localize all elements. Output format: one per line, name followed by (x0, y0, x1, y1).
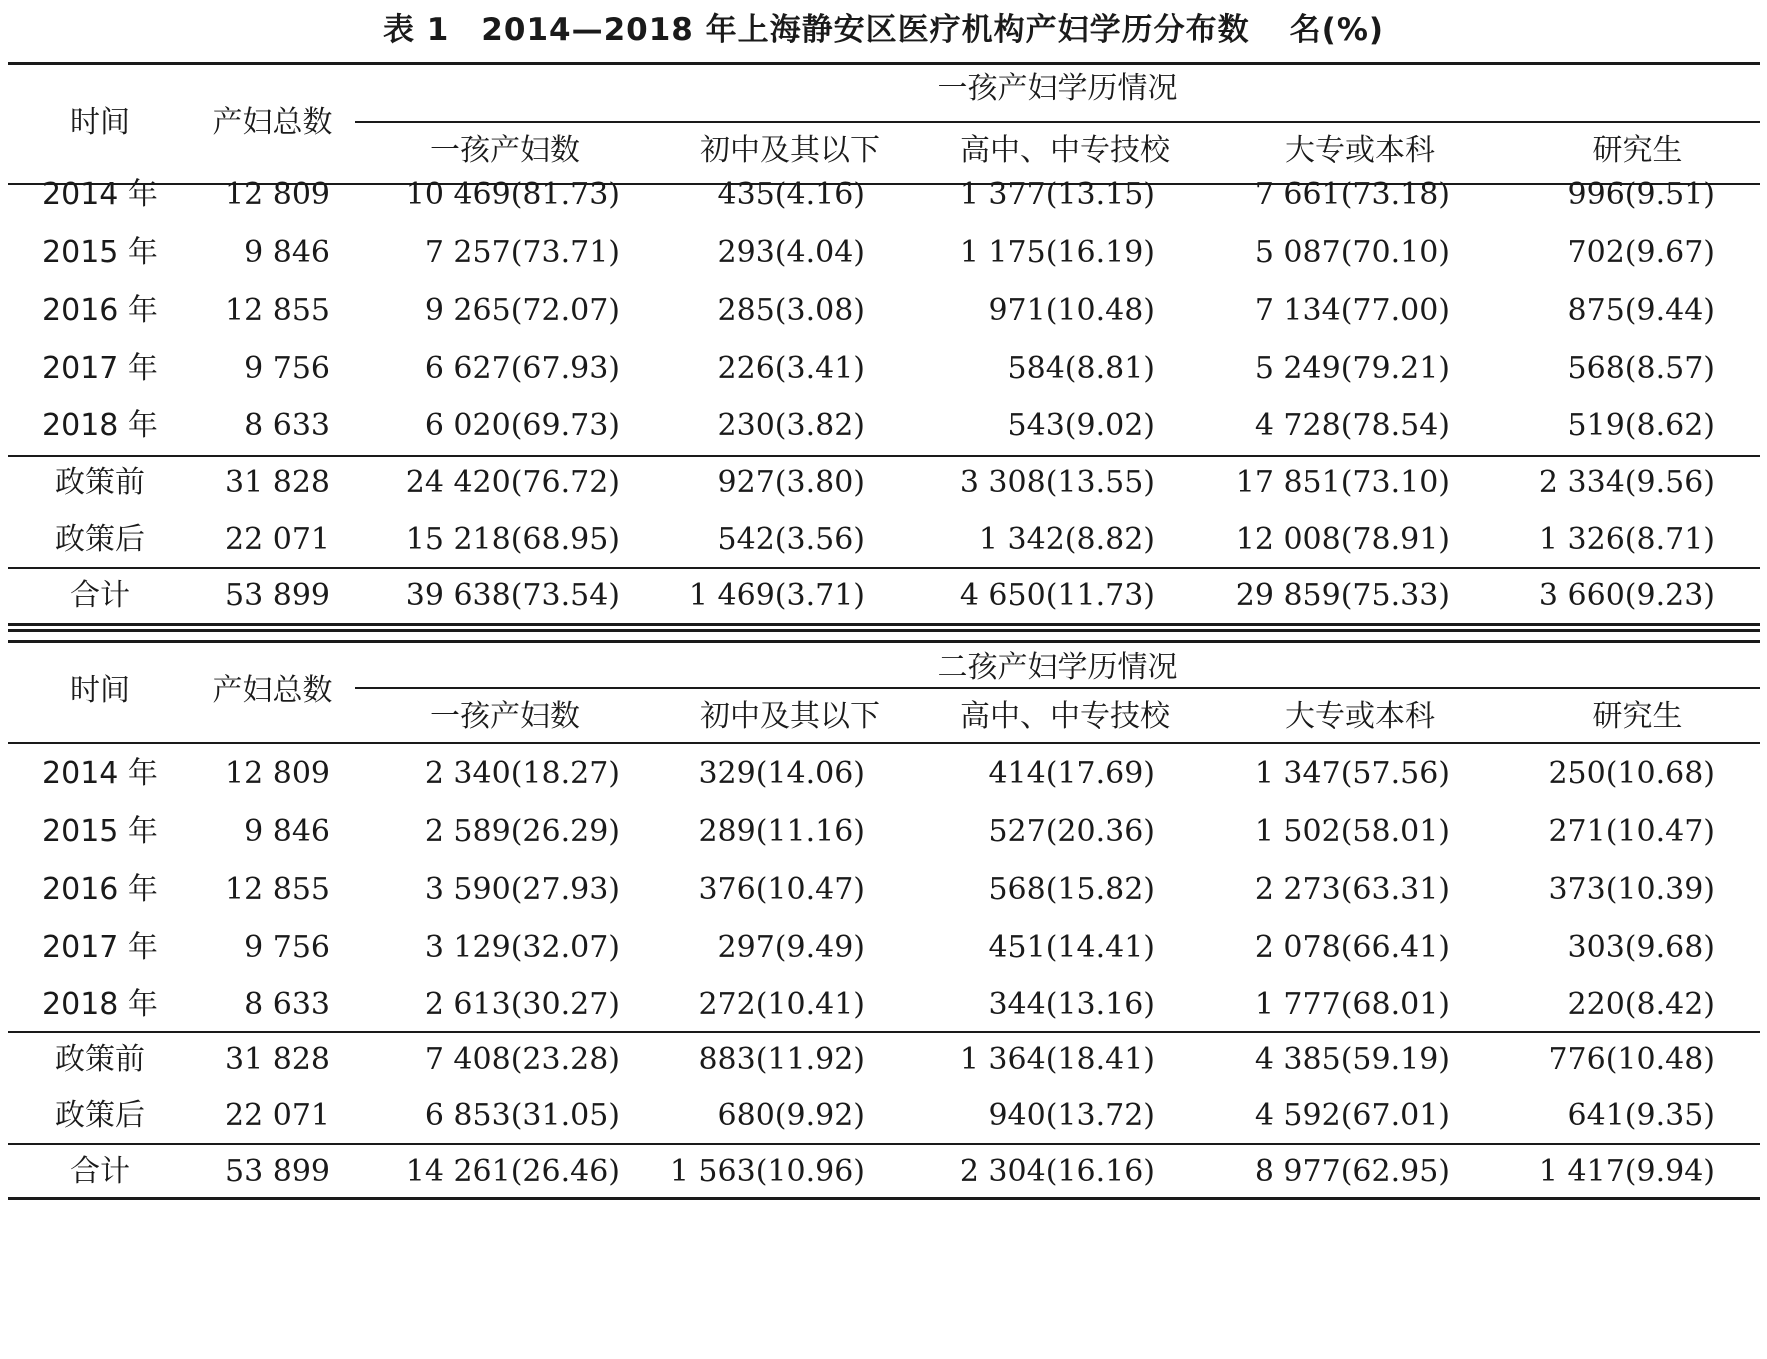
section-1-total-row-time: 合计 (70, 578, 130, 613)
section-2-row-3-firstborn-count: 3 590(27.93) (424, 872, 620, 907)
section-1-row-4-time: 2017 年 (42, 351, 158, 386)
section-1-total-row-college-bachelor: 29 859(75.33) (1235, 578, 1450, 613)
section-2-row-2-college-bachelor: 1 502(58.01) (1254, 814, 1450, 849)
section-1-row-5-junior-middle: 230(3.82) (717, 408, 865, 443)
section-2-policy-row-2-high-school: 940(13.72) (988, 1098, 1155, 1133)
section-1-row-1-college-bachelor: 7 661(73.18) (1254, 177, 1450, 212)
section-2-policy-row-2-firstborn-count: 6 853(31.05) (424, 1098, 620, 1133)
section-1-policy-row-1-postgraduate: 2 334(9.56) (1538, 465, 1715, 500)
section-2-row-4-firstborn-count: 3 129(32.07) (424, 930, 620, 965)
section-2-row-1-college-bachelor: 1 347(57.56) (1254, 756, 1450, 791)
section-1-policy-row-1-high-school: 3 308(13.55) (959, 465, 1155, 500)
table-title-text: 表 1 2014—2018 年上海静安区医疗机构产妇学历分布数 (382, 12, 1250, 48)
section-2-row-3-total: 12 855 (225, 872, 330, 907)
section-1-row-1-postgraduate: 996(9.51) (1567, 177, 1715, 212)
section-1-header-group: 一孩产妇学历情况 (937, 71, 1178, 106)
section-2-total-row-junior-middle: 1 563(10.96) (669, 1154, 865, 1189)
section-2-policy-row-1-high-school: 1 364(18.41) (959, 1042, 1155, 1077)
section-2-row-2-junior-middle: 289(11.16) (698, 814, 865, 849)
section-1-row-4-postgraduate: 568(8.57) (1567, 351, 1715, 386)
section-1-policy-row-2-junior-middle: 542(3.56) (717, 522, 865, 557)
section-2-row-4-junior-middle: 297(9.49) (717, 930, 865, 965)
section-2-policy-row-2-total: 22 071 (225, 1098, 330, 1133)
section-1-row-2-college-bachelor: 5 087(70.10) (1254, 235, 1450, 270)
section-2-policy-row-2-time: 政策后 (55, 1098, 145, 1133)
section-1-row-4-college-bachelor: 5 249(79.21) (1254, 351, 1450, 386)
section-2-row-4-college-bachelor: 2 078(66.41) (1254, 930, 1450, 965)
section-2-row-3-college-bachelor: 2 273(63.31) (1254, 872, 1450, 907)
section-1-policy-row-2-college-bachelor: 12 008(78.91) (1235, 522, 1450, 557)
section-1-row-2-firstborn-count: 7 257(73.71) (424, 235, 620, 270)
section-1-total-row-postgraduate: 3 660(9.23) (1538, 578, 1715, 613)
section-1-row-2-postgraduate: 702(9.67) (1567, 235, 1715, 270)
section-2-row-4-total: 9 756 (244, 930, 330, 965)
section-1-row-3-postgraduate: 875(9.44) (1567, 293, 1715, 328)
section-2-row-5-high-school: 344(13.16) (988, 987, 1155, 1022)
section-2-policy-row-2-postgraduate: 641(9.35) (1567, 1098, 1715, 1133)
section-2-row-5-postgraduate: 220(8.42) (1567, 987, 1715, 1022)
section-2-row-2-total: 9 846 (244, 814, 330, 849)
section-1-row-4-firstborn-count: 6 627(67.93) (424, 351, 620, 386)
section-1-total-row-high-school: 4 650(11.73) (959, 578, 1155, 613)
section-1-row-5-firstborn-count: 6 020(69.73) (424, 408, 620, 443)
section-1-row-5-high-school: 543(9.02) (1007, 408, 1155, 443)
section-2-row-3-time: 2016 年 (42, 872, 158, 907)
section-1-row-2-time: 2015 年 (42, 235, 158, 270)
section-1-row-4-junior-middle: 226(3.41) (717, 351, 865, 386)
section-2-policy-row-2-college-bachelor: 4 592(67.01) (1254, 1098, 1450, 1133)
section-2-row-1-high-school: 414(17.69) (988, 756, 1155, 791)
section-2-header-postgraduate: 研究生 (1592, 699, 1683, 734)
section-2-policy-row-1-postgraduate: 776(10.48) (1548, 1042, 1715, 1077)
section-1-header-junior-middle: 初中及其以下 (700, 133, 880, 168)
section-1-row-3-time: 2016 年 (42, 293, 158, 328)
section-1-row-4-total: 9 756 (244, 351, 330, 386)
section-2-row-1-postgraduate: 250(10.68) (1548, 756, 1715, 791)
section-1-header-total: 产妇总数 (212, 105, 333, 140)
section-2-total-row-total: 53 899 (225, 1154, 330, 1189)
section-1-policy-row-2-time: 政策后 (55, 522, 145, 557)
section-1-row-5-total: 8 633 (244, 408, 330, 443)
section-2-header-total: 产妇总数 (212, 673, 333, 708)
section-1-row-2-high-school: 1 175(16.19) (959, 235, 1155, 270)
section-2-row-1-junior-middle: 329(14.06) (698, 756, 865, 791)
section-1-total-row-firstborn-count: 39 638(73.54) (405, 578, 620, 613)
table-unit: 名(%) (1289, 12, 1385, 48)
section-1-policy-row-2-total: 22 071 (225, 522, 330, 557)
section-2-row-5-firstborn-count: 2 613(30.27) (424, 987, 620, 1022)
section-1-policy-row-2-postgraduate: 1 326(8.71) (1538, 522, 1715, 557)
section-2-header-high-school: 高中、中专技校 (960, 699, 1170, 734)
section-2-row-2-firstborn-count: 2 589(26.29) (424, 814, 620, 849)
section-1-row-3-junior-middle: 285(3.08) (717, 293, 865, 328)
section-2-row-5-college-bachelor: 1 777(68.01) (1254, 987, 1450, 1022)
section-1-row-5-college-bachelor: 4 728(78.54) (1254, 408, 1450, 443)
section-2-policy-row-1-firstborn-count: 7 408(23.28) (424, 1042, 620, 1077)
section-2-policy-row-1-college-bachelor: 4 385(59.19) (1254, 1042, 1450, 1077)
section-1-policy-row-1-junior-middle: 927(3.80) (717, 465, 865, 500)
section-1-row-5-postgraduate: 519(8.62) (1567, 408, 1715, 443)
section-2-row-4-time: 2017 年 (42, 930, 158, 965)
section-1-policy-row-1-total: 31 828 (225, 465, 330, 500)
section-1-row-2-total: 9 846 (244, 235, 330, 270)
section-1-row-3-total: 12 855 (225, 293, 330, 328)
section-2-policy-row-1-time: 政策前 (55, 1042, 145, 1077)
section-1-policy-row-1-college-bachelor: 17 851(73.10) (1235, 465, 1450, 500)
section-1-row-1-firstborn-count: 10 469(81.73) (405, 177, 620, 212)
section-2-row-1-total: 12 809 (225, 756, 330, 791)
section-2-row-3-postgraduate: 373(10.39) (1548, 872, 1715, 907)
section-1-bottom-rule-2 (8, 629, 1760, 632)
section-1-row-2-junior-middle: 293(4.04) (717, 235, 865, 270)
section-1-total-row-total: 53 899 (225, 578, 330, 613)
section-2-policy-row-1-total: 31 828 (225, 1042, 330, 1077)
section-2-total-row-high-school: 2 304(16.16) (959, 1154, 1155, 1189)
section-2-total-row-firstborn-count: 14 261(26.46) (405, 1154, 620, 1189)
section-1-policy-row-1-firstborn-count: 24 420(76.72) (405, 465, 620, 500)
table-title (0, 8, 1767, 52)
section-2-policy-row-2-junior-middle: 680(9.92) (717, 1098, 865, 1133)
section-1-row-4-high-school: 584(8.81) (1007, 351, 1155, 386)
section-2-row-3-junior-middle: 376(10.47) (698, 872, 865, 907)
section-1-row-5-time: 2018 年 (42, 408, 158, 443)
section-1-row-3-firstborn-count: 9 265(72.07) (424, 293, 620, 328)
section-2-header-group: 二孩产妇学历情况 (937, 650, 1178, 685)
section-2-row-5-total: 8 633 (244, 987, 330, 1022)
section-1-header-college-bachelor: 大专或本科 (1285, 133, 1435, 168)
section-2-total-row-postgraduate: 1 417(9.94) (1538, 1154, 1715, 1189)
section-2-row-1-firstborn-count: 2 340(18.27) (424, 756, 620, 791)
section-2-row-4-postgraduate: 303(9.68) (1567, 930, 1715, 965)
section-1-row-3-college-bachelor: 7 134(77.00) (1254, 293, 1450, 328)
section-2-header-junior-middle: 初中及其以下 (700, 699, 880, 734)
section-2-row-2-high-school: 527(20.36) (988, 814, 1155, 849)
section-2-header-firstborn-count: 一孩产妇数 (430, 699, 580, 734)
section-2-row-5-time: 2018 年 (42, 987, 158, 1022)
section-1-header-time: 时间 (70, 105, 130, 140)
section-2-row-2-time: 2015 年 (42, 814, 158, 849)
section-2-row-4-high-school: 451(14.41) (988, 930, 1155, 965)
section-2-row-5-junior-middle: 272(10.41) (698, 987, 865, 1022)
section-1-header-firstborn-count: 一孩产妇数 (430, 133, 580, 168)
section-2-row-3-high-school: 568(15.82) (988, 872, 1155, 907)
section-1-row-1-high-school: 1 377(13.15) (959, 177, 1155, 212)
section-1-row-1-junior-middle: 435(4.16) (717, 177, 865, 212)
section-2-header-college-bachelor: 大专或本科 (1285, 699, 1435, 734)
section-1-total-row-junior-middle: 1 469(3.71) (688, 578, 865, 613)
section-2-total-row-time: 合计 (70, 1154, 130, 1189)
section-1-policy-row-2-firstborn-count: 15 218(68.95) (405, 522, 620, 557)
section-1-header-high-school: 高中、中专技校 (960, 133, 1170, 168)
section-1-row-1-total: 12 809 (225, 177, 330, 212)
section-2-total-row-college-bachelor: 8 977(62.95) (1254, 1154, 1450, 1189)
section-1-policy-row-2-high-school: 1 342(8.82) (978, 522, 1155, 557)
section-2-policy-row-1-junior-middle: 883(11.92) (698, 1042, 865, 1077)
section-1-header-postgraduate: 研究生 (1592, 133, 1683, 168)
section-2-row-2-postgraduate: 271(10.47) (1548, 814, 1715, 849)
section-2-row-1-time: 2014 年 (42, 756, 158, 791)
section-1-row-1-time: 2014 年 (42, 177, 158, 212)
section-1-policy-row-1-time: 政策前 (55, 465, 145, 500)
section-2-header-time: 时间 (70, 673, 130, 708)
section-1-row-3-high-school: 971(10.48) (988, 293, 1155, 328)
section-1-bottom-rule-1 (8, 623, 1760, 626)
section-2-bottom-rule-1 (8, 1197, 1760, 1200)
